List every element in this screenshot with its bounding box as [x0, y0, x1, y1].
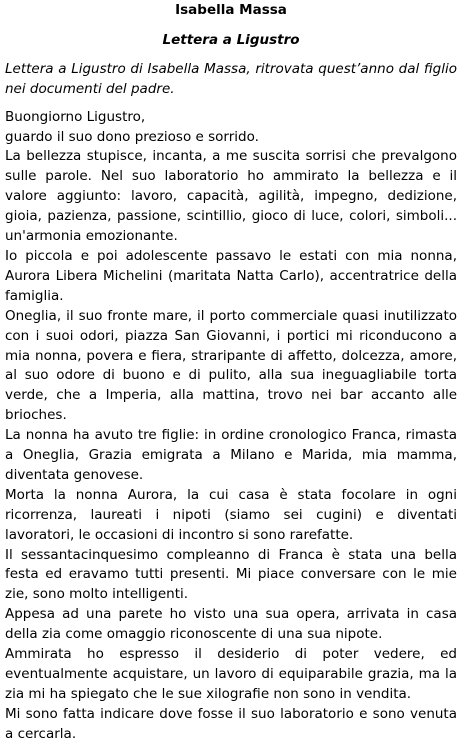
paragraph: Appesa ad una parete ho visto una sua opera, arrivata in casa della zia come omaggio riconoscente di una sua nipote. [5, 606, 457, 643]
paragraph: Oneglia, il suo fronte mare, il porto commerciale quasi inutilizzato con i suoi odori, piazza San Giovanni, i portici mi riconducono a mia nonna, povera e fiera, straripante di affetto, dolcezza, amore, al suo odore di buono e di pulito, alla sua ineguagliabile torta verde, che a Imperia, alla mattina, trovo nei bar accanto alle brioches. [5, 307, 457, 424]
letter-body [5, 108, 457, 745]
author-heading: Isabella Massa [175, 2, 287, 18]
paragraph: Buongiorno Ligustro, [5, 108, 146, 125]
paragraph: Io piccola e poi adolescente passavo le estati con mia nonna, Aurora Libera Michelini (maritata Natta Carlo), accentratrice della famiglia. [5, 247, 457, 304]
paragraph: Ammirata ho espresso il desiderio di poter vedere, ed eventualmente acquistare, un lavoro di equiparabile grazia, ma la zia mi ha spiegato che le sue xilografie non sono in vendita. [5, 646, 457, 702]
paragraph: Mi sono fatta indicare dove fosse il suo laboratorio e sono venuta a cercarla. [5, 705, 457, 742]
intro-note: Lettera a Ligustro di Isabella Massa, ritrovata quest’anno dal figlio nei documenti del padre. [5, 60, 457, 97]
paragraph: guardo il suo dono prezioso e sorrido. [5, 128, 259, 145]
paragraph: La bellezza stupisce, incanta, a me suscita sorrisi che prevalgono sulle parole. Nel suo laboratorio ho ammirato la bellezza e il valore aggiunto: lavoro, capacità, agilità, impegno, dedizione, gioia, pazienza, passione, scintillio, gioco di luce, colori, simboli... un'armonia emozionante. [5, 148, 457, 245]
paragraph: Il sessantacinquesimo compleanno di Franca è stata una bella festa ed eravamo tutti presenti. Mi piace conversare con le mie zie, sono molto intelligenti. [5, 546, 457, 603]
document-page [0, 1, 463, 745]
paragraph: La nonna ha avuto tre figlie: in ordine cronologico Franca, rimasta a Oneglia, Grazia emigrata a Milano e Marida, mia mamma, diventata genovese. [5, 427, 457, 483]
letter-title: Lettera a Ligustro [162, 31, 300, 48]
paragraph: Morta la nonna Aurora, la cui casa è stata focolare in ogni ricorrenza, laureati i nipoti (siamo sei cugini) e diventati lavoratori, le occasioni di incontro si sono rarefatte. [5, 486, 457, 543]
